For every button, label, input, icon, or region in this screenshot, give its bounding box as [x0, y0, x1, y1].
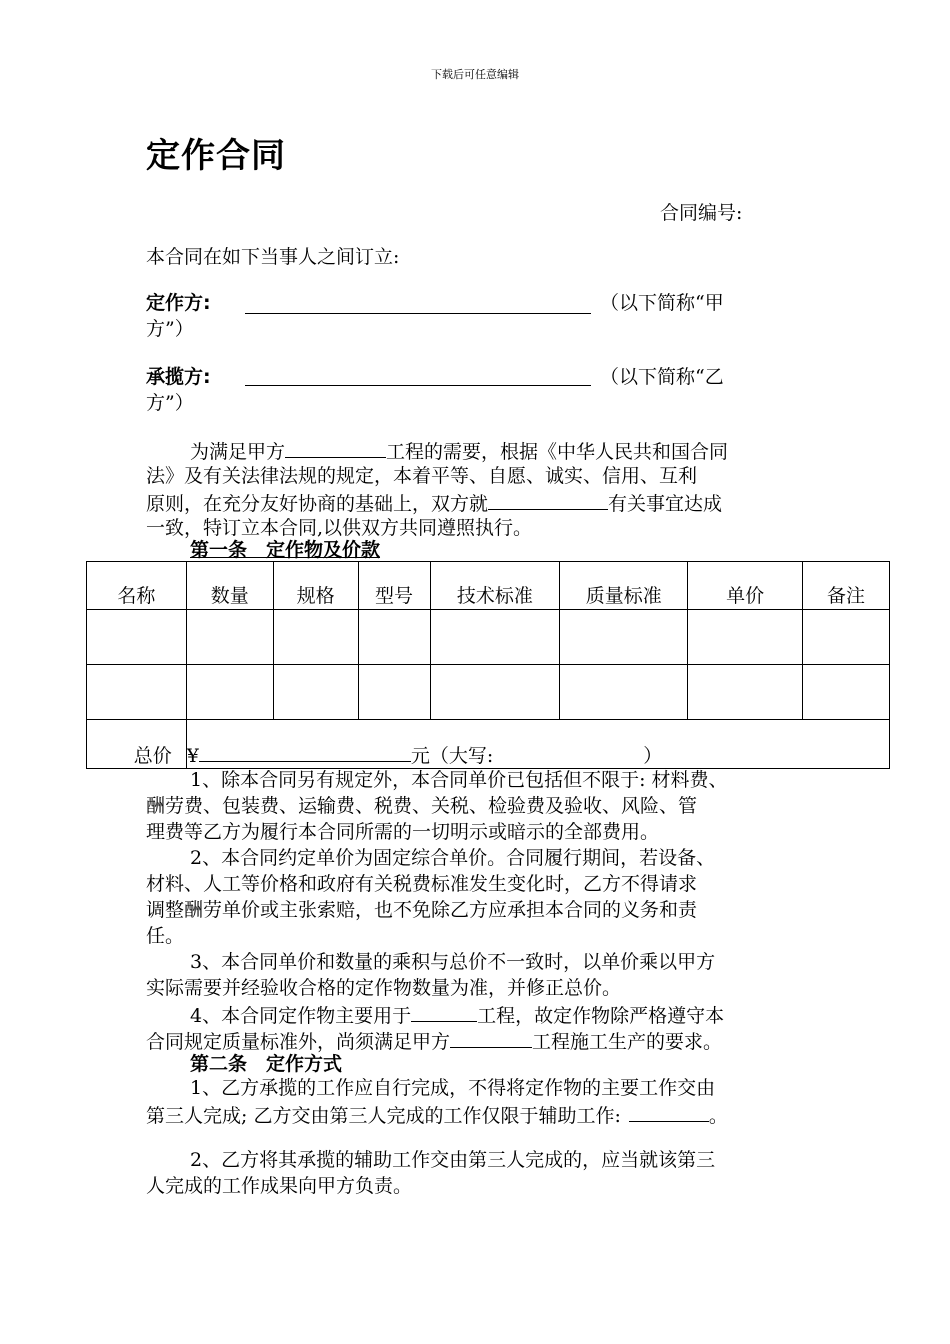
table-cell[interactable] [688, 610, 803, 665]
table-cell[interactable] [560, 665, 688, 720]
table-cell[interactable] [358, 665, 430, 720]
table-cell[interactable] [273, 665, 358, 720]
clause-4-text: 4、本合同定作物主要用于 [190, 1005, 412, 1027]
preamble-line-1 [190, 437, 728, 465]
total-value-cell [186, 720, 889, 769]
page-title: 定作合同 [146, 136, 286, 176]
table-cell[interactable] [358, 610, 430, 665]
table-header-cell: 规格 [273, 562, 358, 610]
table-header-cell: 质量标准 [560, 562, 688, 610]
party-a-label: 定作方: [146, 292, 211, 314]
table-cell[interactable] [87, 610, 187, 665]
party-b-blank[interactable] [245, 384, 591, 386]
article-2-text: 。 [708, 1105, 728, 1127]
article-2-clause-2-line: 2、乙方将其承揽的辅助工作交由第三人完成的，应当就该第三 [190, 1149, 716, 1171]
table-header-cell: 单价 [688, 562, 803, 610]
table-cell[interactable] [87, 665, 187, 720]
header-note: 下载后可任意编辑 [431, 68, 519, 81]
preamble-line-4: 一致，特订立本合同,以供双方共同遵照执行。 [146, 517, 533, 539]
article-1-heading: 第一条 定作物及价款 [190, 539, 381, 561]
intro-text: 本合同在如下当事人之间订立: [146, 246, 400, 268]
total-label: 总价 [87, 720, 187, 769]
preamble-text: 原则，在充分友好协商的基础上，双方就 [146, 493, 489, 515]
table-cell[interactable] [560, 610, 688, 665]
table-header-cell: 备注 [803, 562, 890, 610]
clause-1-line: 酬劳费、包装费、运输费、税费、关税、检验费及验收、风险、管 [146, 795, 698, 817]
article-2-heading: 第二条 定作方式 [190, 1053, 343, 1075]
preamble-text: 有关事宜达成 [608, 493, 723, 515]
clause-2-line: 调整酬劳单价或主张索赔，也不免除乙方应承担本合同的义务和责 [146, 899, 698, 921]
clause-4-text: 合同规定质量标准外，尚须满足甲方 [146, 1031, 451, 1053]
article-2-text: 第三人完成; 乙方交由第三人完成的工作仅限于辅助工作: [146, 1105, 621, 1127]
preamble-line-2: 法》及有关法律法规的规定，本着平等、自愿、诚实、信用、互利 [146, 465, 698, 487]
article-2-clause-2-line: 人完成的工作成果向甲方负责。 [146, 1175, 413, 1197]
clause-2-line: 任。 [146, 925, 185, 947]
total-close: ） [643, 745, 663, 767]
currency-symbol: ¥ [186, 745, 199, 767]
party-b-suffix-cont: 方”） [146, 392, 194, 414]
table-cell[interactable] [186, 610, 273, 665]
table-cell[interactable] [430, 610, 560, 665]
clause-3-line: 实际需要并经验收合格的定作物数量为准，并修正总价。 [146, 977, 622, 999]
construction-project-blank[interactable] [450, 1027, 532, 1048]
table-row [87, 610, 890, 665]
clause-2-line: 2、本合同约定单价为固定综合单价。合同履行期间，若设备、 [190, 847, 716, 869]
table-header-cell: 型号 [358, 562, 430, 610]
usage-project-blank[interactable] [411, 1001, 477, 1022]
table-header-cell: 技术标准 [430, 562, 560, 610]
table-header-row [87, 562, 890, 610]
preamble-text: 为满足甲方 [190, 441, 286, 463]
party-a-blank[interactable] [245, 312, 591, 314]
table-cell[interactable] [430, 665, 560, 720]
clause-4-text: 工程施工生产的要求。 [532, 1031, 723, 1053]
party-b-suffix: （以下简称“乙 [600, 366, 724, 388]
total-amount-blank[interactable] [199, 741, 411, 762]
table-cell[interactable] [273, 610, 358, 665]
table-cell[interactable] [803, 665, 890, 720]
table-total-row [87, 720, 890, 769]
clause-4-line [190, 1001, 724, 1029]
table-cell[interactable] [688, 665, 803, 720]
preamble-line-3 [146, 489, 722, 517]
matter-blank[interactable] [488, 489, 608, 510]
table-header-cell: 数量 [186, 562, 273, 610]
party-b-label: 承揽方: [146, 366, 211, 388]
article-2-clause-1-line: 1、乙方承揽的工作应自行完成，不得将定作物的主要工作交由 [190, 1077, 716, 1099]
party-a-suffix-cont: 方”） [146, 318, 194, 340]
preamble-text: 工程的需要，根据《中华人民共和国合同 [386, 441, 729, 463]
table-cell[interactable] [803, 610, 890, 665]
clause-2-line: 材料、人工等价格和政府有关税费标准发生变化时，乙方不得请求 [146, 873, 698, 895]
table-cell[interactable] [186, 665, 273, 720]
clause-1-line: 1、除本合同另有规定外，本合同单价已包括但不限于: 材料费、 [190, 769, 728, 791]
auxiliary-work-blank[interactable] [629, 1101, 709, 1122]
table-header-cell: 名称 [87, 562, 187, 610]
clause-1-line: 理费等乙方为履行本合同所需的一切明示或暗示的全部费用。 [146, 821, 660, 843]
party-a-suffix: （以下简称“甲 [600, 292, 724, 314]
table-row [87, 665, 890, 720]
items-table [86, 561, 890, 769]
clause-4-text: 工程，故定作物除严格遵守本 [477, 1005, 725, 1027]
article-2-clause-1-line [146, 1101, 728, 1129]
contract-number-label: 合同编号: [660, 202, 743, 224]
clause-3-line: 3、本合同单价和数量的乘积与总价不一致时，以单价乘以甲方 [190, 951, 716, 973]
yuan-label: 元（大写: [410, 745, 494, 767]
project-name-blank[interactable] [285, 437, 386, 458]
